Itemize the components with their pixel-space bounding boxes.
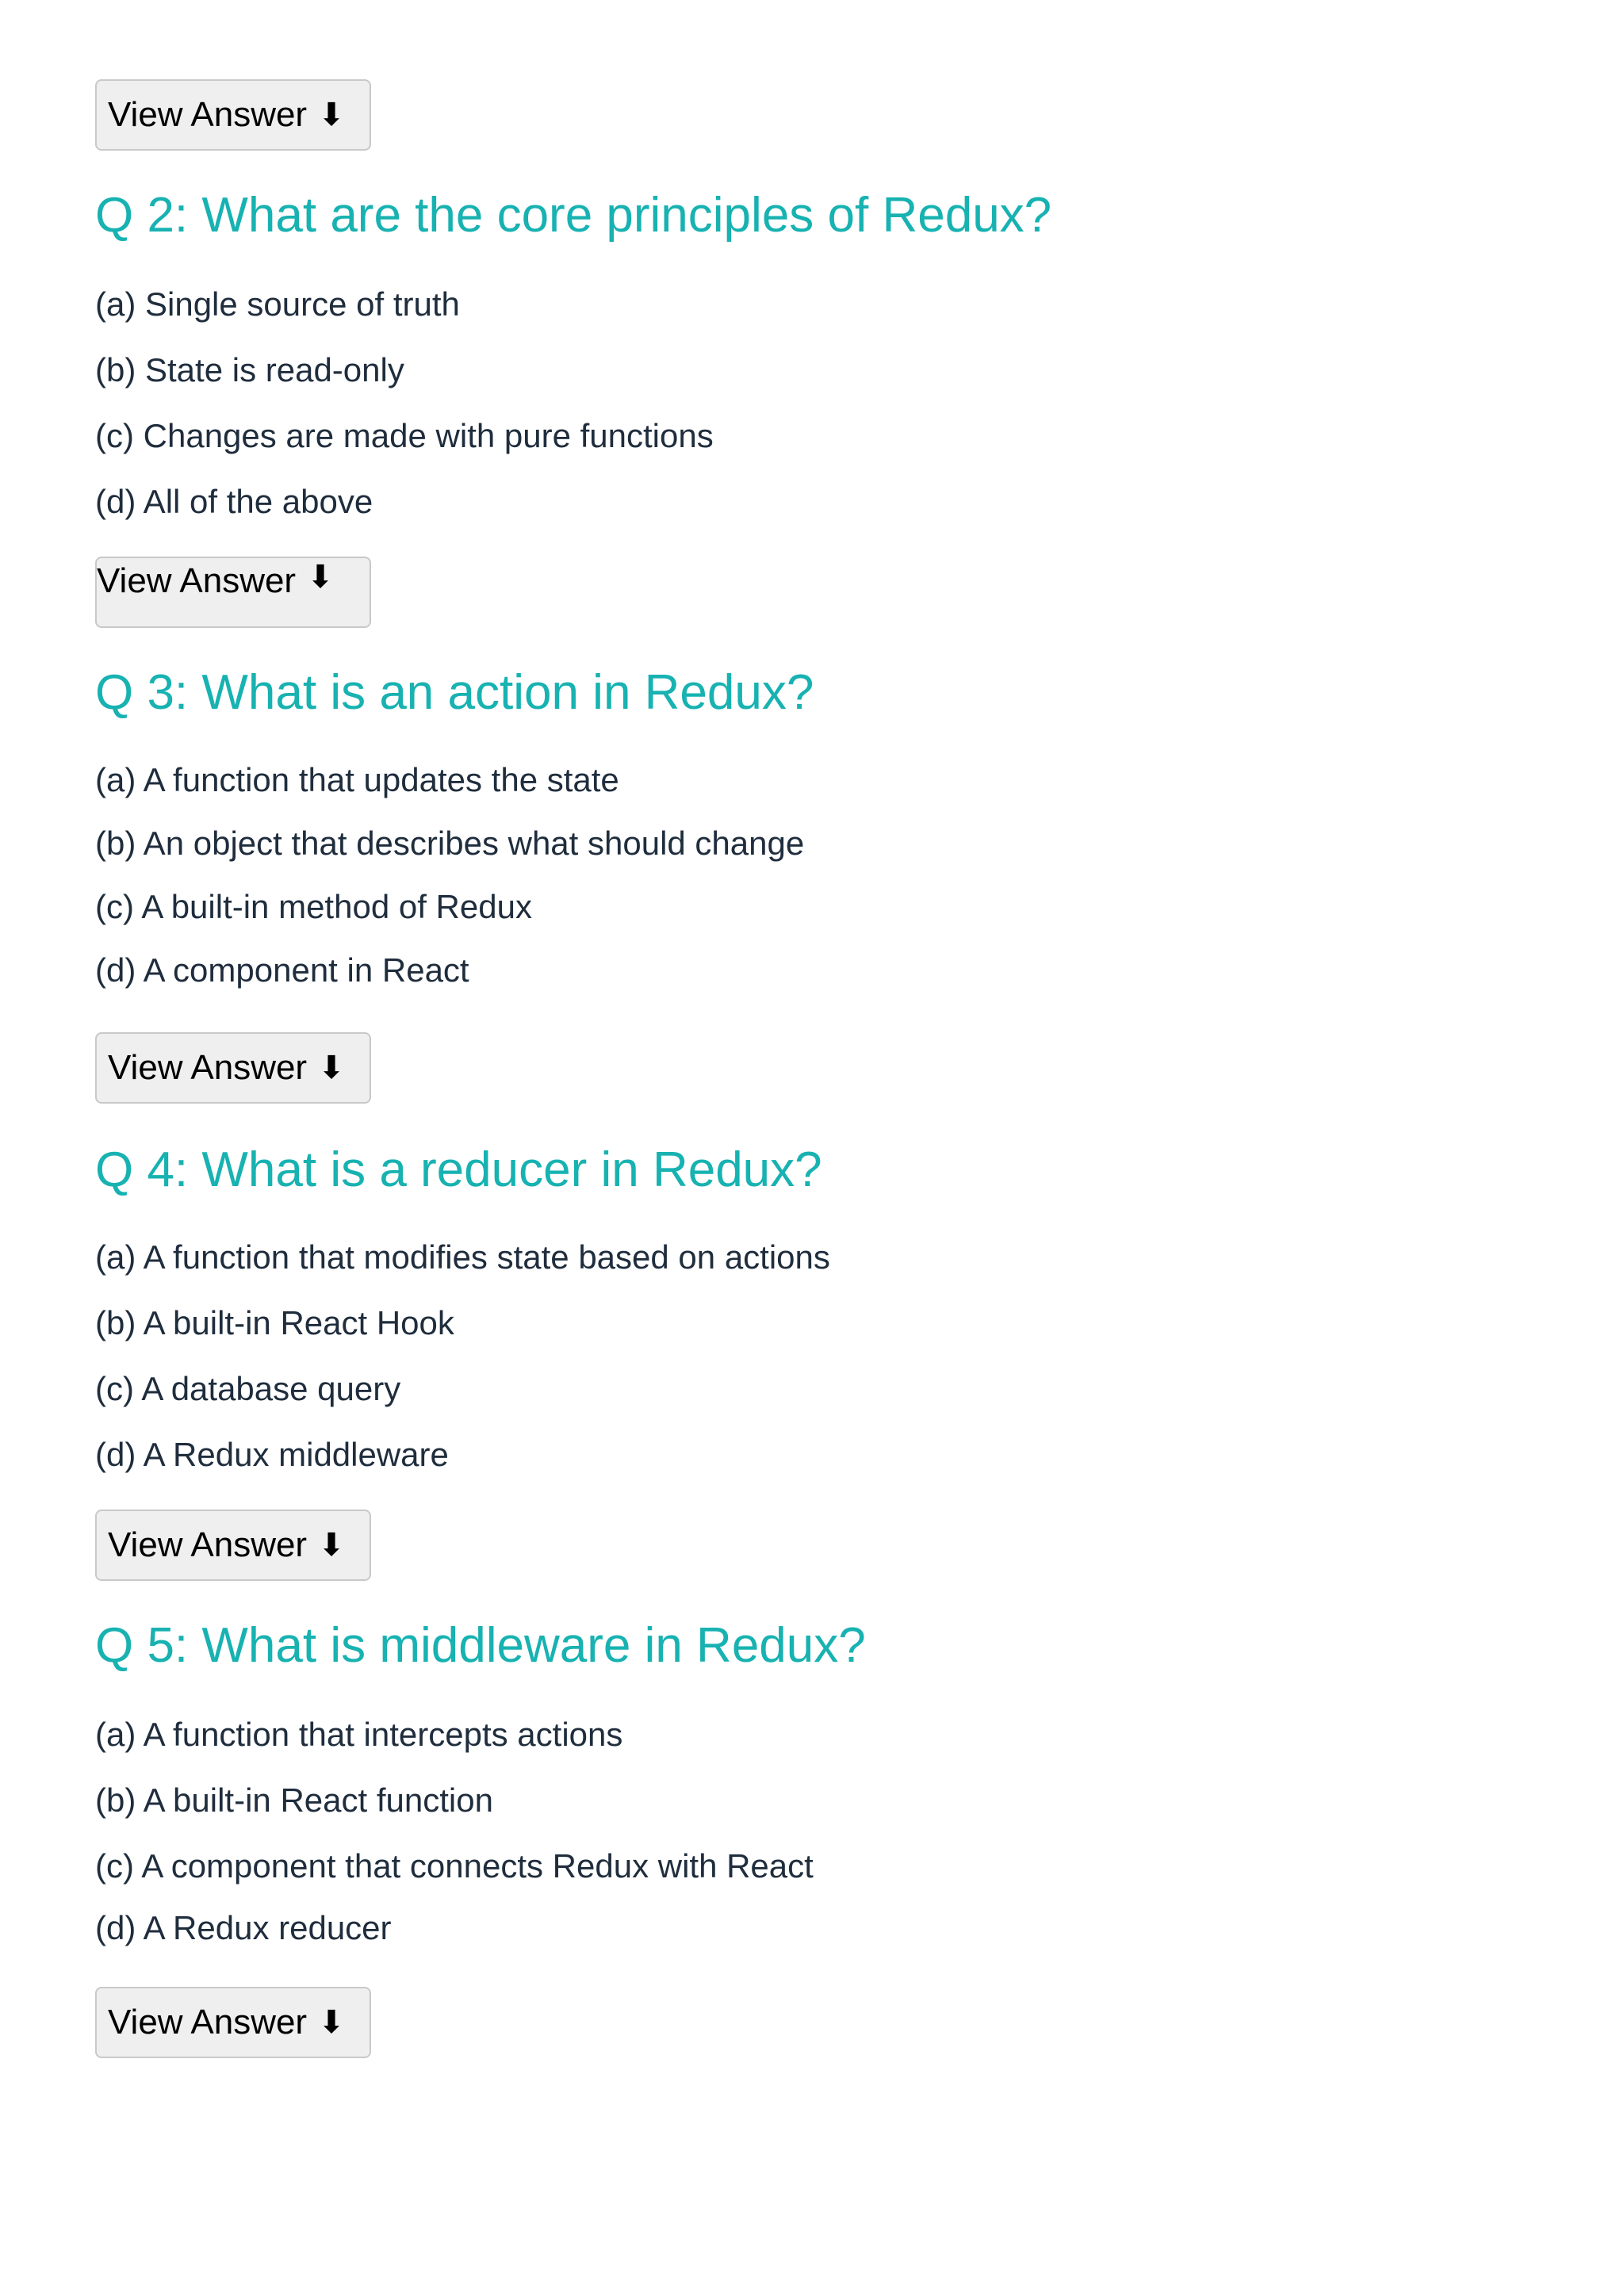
down-arrow-icon: ⬇	[318, 1528, 345, 1563]
question-title-q4: Q 4: What is a reducer in Redux?	[95, 1142, 822, 1197]
option-q2-c: (c) Changes are made with pure functions	[95, 417, 714, 454]
view-answer-button-q5[interactable]	[95, 1987, 371, 2058]
option-q3-c: (c) A built-in method of Redux	[95, 888, 532, 925]
view-answer-label: View Answer	[108, 1525, 308, 1564]
option-q4-b: (b) A built-in React Hook	[95, 1304, 454, 1341]
down-arrow-icon: ⬇	[307, 560, 334, 595]
question-title-q5: Q 5: What is middleware in Redux?	[95, 1618, 866, 1673]
option-q5-a: (a) A function that intercepts actions	[95, 1716, 623, 1753]
option-q5-d: (d) A Redux reducer	[95, 1909, 392, 1946]
view-answer-button-q3[interactable]	[95, 1032, 371, 1104]
down-arrow-icon: ⬇	[318, 2005, 345, 2040]
question-title-q3: Q 3: What is an action in Redux?	[95, 665, 814, 720]
view-answer-button-q4[interactable]	[95, 1510, 371, 1581]
view-answer-button-q2[interactable]	[95, 557, 371, 628]
option-q4-d: (d) A Redux middleware	[95, 1436, 449, 1473]
option-q2-b: (b) State is read-only	[95, 351, 404, 388]
option-q2-d: (d) All of the above	[95, 483, 373, 520]
view-answer-label: View Answer	[108, 95, 308, 134]
option-q3-d: (d) A component in React	[95, 951, 469, 989]
view-answer-button-q1[interactable]	[95, 79, 371, 151]
down-arrow-icon: ⬇	[318, 98, 345, 132]
view-answer-label: View Answer	[108, 2003, 308, 2042]
view-answer-label: View Answer	[97, 561, 297, 600]
option-q5-b: (b) A built-in React function	[95, 1781, 493, 1819]
option-q5-c: (c) A component that connects Redux with React	[95, 1847, 814, 1885]
view-answer-label: View Answer	[108, 1048, 308, 1087]
question-title-q2: Q 2: What are the core principles of Redux?	[95, 188, 1052, 243]
option-q4-a: (a) A function that modifies state based on actions	[95, 1238, 830, 1276]
option-q3-b: (b) An object that describes what should change	[95, 825, 805, 862]
down-arrow-icon: ⬇	[318, 1050, 345, 1085]
option-q3-a: (a) A function that updates the state	[95, 761, 619, 798]
option-q4-c: (c) A database query	[95, 1370, 401, 1407]
option-q2-a: (a) Single source of truth	[95, 285, 460, 323]
